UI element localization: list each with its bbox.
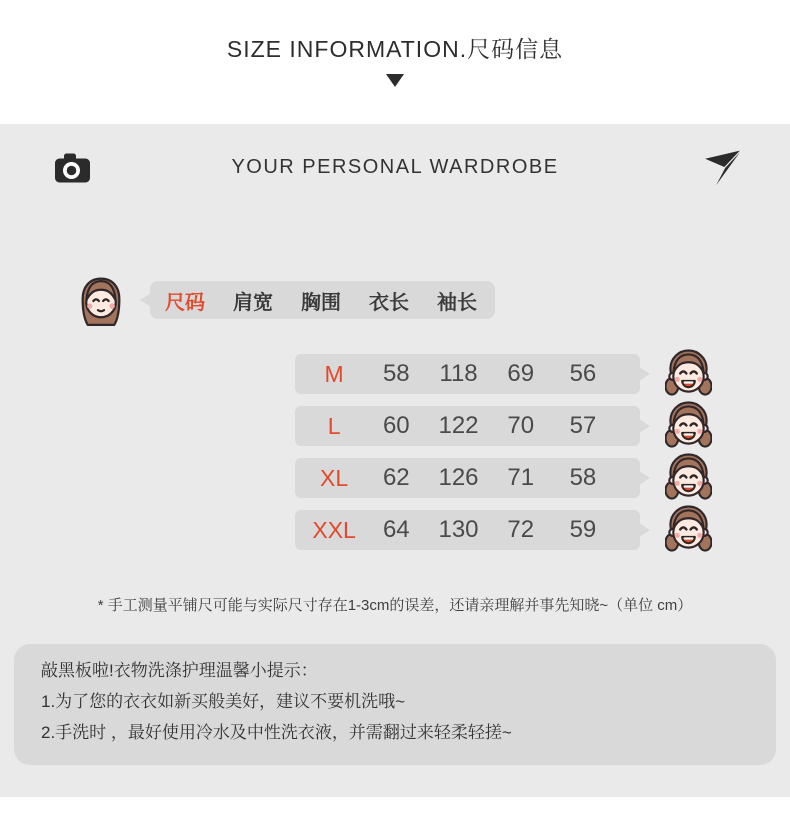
bust-value: 130 [438,516,479,543]
shoulder-value: 60 [382,412,410,439]
length-value: 72 [507,516,535,543]
size-label: XL [320,464,349,491]
shoulder-value: 64 [382,516,410,543]
paper-plane-icon [703,146,742,188]
sleeve-value: 56 [569,360,597,387]
bust-value: 122 [438,412,479,439]
bust-value: 118 [439,360,478,387]
girl-avatar-icon [76,274,126,329]
laughing-girl-icon [665,400,712,451]
column-bust: 胸围 [301,291,341,314]
table-row-xxl [295,510,640,550]
column-shoulder: 肩宽 [233,291,273,314]
column-length: 衣长 [369,291,409,314]
size-label: L [327,412,341,439]
table-row-l [295,406,640,446]
banner-slogan: YOUR PERSONAL WARDROBE [231,156,559,178]
shoulder-value: 62 [382,464,410,491]
tips-title: 敲黑板啦!衣物洗涤护理温馨小提示： [41,661,318,680]
bust-value: 126 [438,464,479,491]
sleeve-value: 58 [569,464,597,491]
length-value: 69 [507,360,535,387]
laughing-girl-icon [665,348,712,399]
size-label: XXL [312,516,356,543]
length-value: 70 [507,412,535,439]
table-row-m [295,354,640,394]
size-table-header [150,281,495,319]
washing-tips-box [14,644,776,765]
column-size: 尺码 [165,291,205,314]
shoulder-value: 58 [382,360,410,387]
size-panel [0,124,790,797]
length-value: 71 [507,464,535,491]
down-arrow-icon [386,74,404,87]
column-sleeve: 袖长 [437,291,477,314]
size-label: M [324,360,344,387]
sleeve-value: 59 [569,516,597,543]
measurement-note: * 手工测量平铺尺可能与实际尺寸存在1-3cm的误差，还请亲理解并事先知晓~（单位 cm） [97,597,693,614]
sleeve-value: 57 [569,412,597,439]
tips-item: 1.为了您的衣衣如新买般美好，建议不要机洗哦~ [41,692,406,711]
table-row-xl [295,458,640,498]
title-band [0,0,790,124]
page-title: SIZE INFORMATION.尺码信息 [226,36,564,62]
laughing-girl-icon [665,452,712,503]
tips-item: 2.手洗时 ，最好使用冷水及中性洗衣液，并需翻过来轻柔轻搓~ [41,723,512,742]
laughing-girl-icon [665,504,712,555]
